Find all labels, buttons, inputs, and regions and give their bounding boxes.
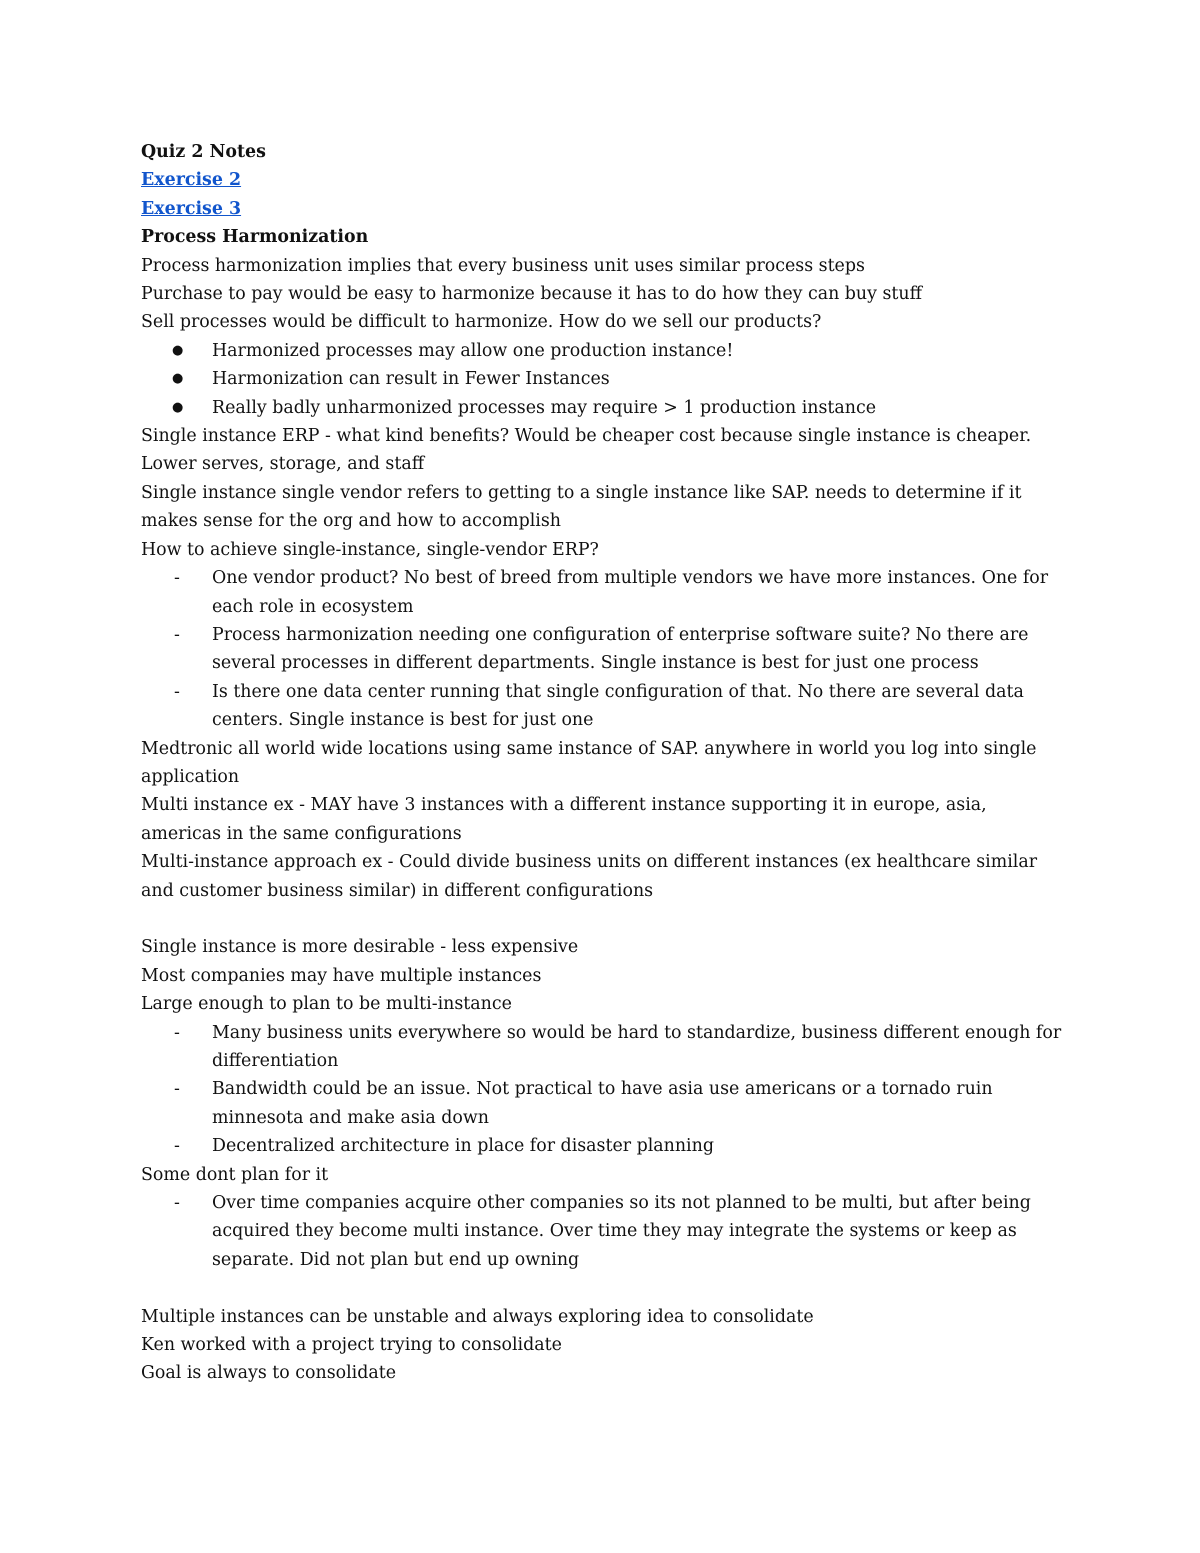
bullet-marker: ●: [172, 399, 184, 415]
paragraph-line: Single instance is more desirable - less expensive: [141, 937, 579, 958]
paragraph-line: Single instance single vendor refers to getting to a single instance like SAP. needs to determine if it makes sense for the org and how to accomplish: [141, 482, 1022, 532]
list-item: - Many business units everywhere so would be hard to standardize, business different enough for differentiation: [141, 1019, 1071, 1076]
list-item: - Process harmonization needing one configuration of enterprise software suite? No there are several processes in different departments. Single instance is best for just one process: [141, 621, 1071, 678]
list-item: - One vendor product? No best of breed from multiple vendors we have more instances. One for each role in ecosystem: [141, 564, 1071, 621]
list-item: - Is there one data center running that single configuration of that. No there are several data centers. Single instance is best for just one: [141, 678, 1071, 735]
document-page: [141, 138, 1071, 1388]
link-exercise-2[interactable]: Exercise 2: [141, 170, 242, 191]
dash-list: [141, 564, 1071, 734]
dash-marker: -: [174, 1136, 180, 1157]
dash-marker: -: [174, 568, 180, 589]
paragraph-line: Multiple instances can be unstable and always exploring idea to consolidate: [141, 1306, 814, 1327]
dash-list: [141, 1019, 1071, 1161]
paragraph-line: Single instance ERP - what kind benefits? Would be cheaper cost because single instance is cheaper. Lower serves, storage, and staff: [141, 426, 1032, 475]
paragraph-line: Process harmonization implies that every business unit uses similar process steps: [141, 255, 865, 276]
bullet-marker: ●: [172, 342, 184, 358]
list-item: ● Really badly unharmonized processes may require > 1 production instance: [141, 394, 1071, 422]
paragraph-line: Some dont plan for it: [141, 1164, 329, 1185]
section-heading: Process Harmonization: [141, 227, 369, 248]
document-title: Quiz 2 Notes: [141, 142, 266, 162]
list-item: ● Harmonization can result in Fewer Instances: [141, 365, 1071, 393]
dash-marker: -: [174, 681, 180, 702]
paragraph-line: Sell processes would be difficult to harmonize. How do we sell our products?: [141, 312, 822, 333]
link-exercise-3[interactable]: Exercise 3: [141, 198, 242, 219]
dash-marker: -: [174, 1022, 180, 1043]
paragraph-line: Multi instance ex - MAY have 3 instances with a different instance supporting it in europe, asia, americas in the same configurations: [141, 795, 987, 844]
list-item: - Bandwidth could be an issue. Not practical to have asia use americans or a tornado ruin minnesota and make asia down: [141, 1075, 1071, 1132]
paragraph-line: Purchase to pay would be easy to harmonize because it has to do how they can buy stuff: [141, 284, 922, 305]
dash-marker: -: [174, 1193, 180, 1214]
bullet-marker: ●: [172, 371, 184, 387]
dash-list: [141, 1189, 1071, 1274]
paragraph-line: Medtronic all world wide locations using same instance of SAP. anywhere in world you log into single application: [141, 738, 1037, 787]
blank-line: [141, 1274, 1071, 1302]
paragraph-line: Most companies may have multiple instances: [141, 965, 542, 986]
list-item: ● Harmonized processes may allow one production instance!: [141, 337, 1071, 365]
bullet-list: [141, 337, 1071, 422]
paragraph-line: Goal is always to consolidate: [141, 1363, 396, 1384]
paragraph-line: Ken worked with a project trying to consolidate: [141, 1335, 562, 1356]
list-item: - Decentralized architecture in place for disaster planning: [141, 1132, 1071, 1160]
blank-line: [141, 905, 1071, 933]
paragraph-line: Multi-instance approach ex - Could divide business units on different instances (ex healthcare similar and customer business similar) in different configurations: [141, 852, 1038, 901]
dash-marker: -: [174, 624, 180, 645]
paragraph-line: How to achieve single-instance, single-vendor ERP?: [141, 539, 599, 560]
dash-marker: -: [174, 1079, 180, 1100]
paragraph-line: Large enough to plan to be multi-instance: [141, 994, 512, 1015]
list-item: - Over time companies acquire other companies so its not planned to be multi, but after being acquired they become multi instance. Over time they may integrate the systems or keep as separate. Did not plan but end up owning: [141, 1189, 1071, 1274]
